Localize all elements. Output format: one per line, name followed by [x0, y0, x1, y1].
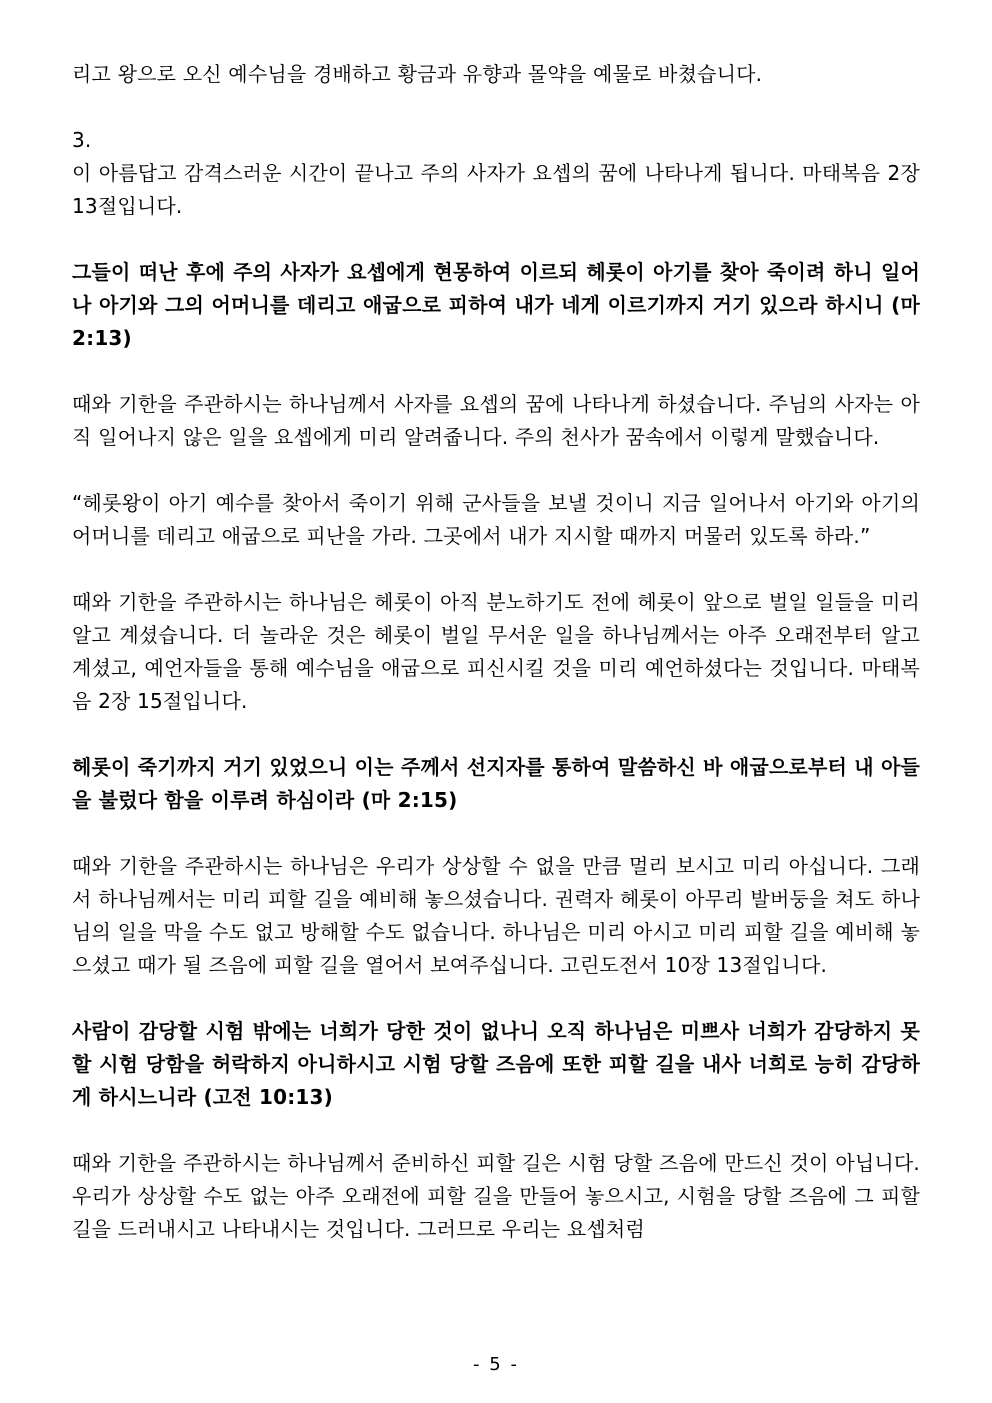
angel-speech-quote: “헤롯왕이 아기 예수를 찾아서 죽이기 위해 군사들을 보낼 것이니 지금 일어나서 아기와 아기의 어머니를 데리고 애굽으로 피난을 가라. 그곳에서 내가 지시할 때까지 머물러 있도록 하라.” [72, 491, 920, 548]
body-paragraph-4: 때와 기한을 주관하시는 하나님께서 준비하신 피할 길은 시험 당할 즈음에 만드신 것이 아닙니다. 우리가 상상할 수도 없는 아주 오래전에 피할 길을 만들어 놓으시고, 시험을 당할 즈음에 그 피할 길을 드러내시고 나타내시는 것입니다. 그러므로 우리는 요셉처럼 [72, 1151, 920, 1241]
scripture-quote-matthew-2-15: 헤롯이 죽기까지 거기 있었으니 이는 주께서 선지자를 통하여 말씀하신 바 애굽으로부터 내 아들을 불렀다 함을 이루려 하심이라 (마 2:15) [72, 755, 920, 812]
section-number: 3. [72, 128, 92, 152]
section-intro-paragraph: 이 아름답고 감격스러운 시간이 끝나고 주의 사자가 요셉의 꿈에 나타나게 됩니다. 마태복음 2장 13절입니다. [72, 161, 920, 218]
body-paragraph-1: 때와 기한을 주관하시는 하나님께서 사자를 요셉의 꿈에 나타나게 하셨습니다. 주님의 사자는 아직 일어나지 않은 일을 요셉에게 미리 알려줍니다. 주의 천사가 꿈속에서 이렇게 말했습니다. [72, 392, 920, 449]
page-number: - 5 - [473, 1354, 519, 1375]
paragraph-continuation: 리고 왕으로 오신 예수님을 경배하고 황금과 유향과 몰약을 예물로 바쳤습니다. [72, 62, 763, 86]
scripture-quote-1corinthians-10-13: 사람이 감당할 시험 밖에는 너희가 당한 것이 없나니 오직 하나님은 미쁘사 너희가 감당하지 못할 시험 당함을 허락하지 아니하시고 시험 당할 즈음에 또한 피할 길을 내사 너희로 능히 감당하게 하시느니라 (고전 10:13) [72, 1019, 920, 1109]
body-paragraph-2: 때와 기한을 주관하시는 하나님은 헤롯이 아직 분노하기도 전에 헤롯이 앞으로 벌일 일들을 미리 알고 계셨습니다. 더 놀라운 것은 헤롯이 벌일 무서운 일을 하나님께서는 아주 오래전부터 알고 계셨고, 예언자들을 통해 예수님을 애굽으로 피신시킬 것을 미리 예언하셨다는 것입니다. 마태복음 2장 15절입니다. [72, 590, 920, 713]
body-paragraph-3: 때와 기한을 주관하시는 하나님은 우리가 상상할 수 없을 만큼 멀리 보시고 미리 아십니다. 그래서 하나님께서는 미리 피할 길을 예비해 놓으셨습니다. 권력자 헤롯이 아무리 발버둥을 쳐도 하나님의 일을 막을 수도 없고 방해할 수도 없습니다. 하나님은 미리 아시고 미리 피할 길을 예비해 놓으셨고 때가 될 즈음에 피할 길을 열어서 보여주십니다. 고린도전서 10장 13절입니다. [72, 854, 920, 977]
scripture-quote-matthew-2-13: 그들이 떠난 후에 주의 사자가 요셉에게 현몽하여 이르되 헤롯이 아기를 찾아 죽이려 하니 일어나 아기와 그의 어머니를 데리고 애굽으로 피하여 내가 네게 이르기까지 거기 있으라 하시니 (마 2:13) [72, 260, 920, 350]
